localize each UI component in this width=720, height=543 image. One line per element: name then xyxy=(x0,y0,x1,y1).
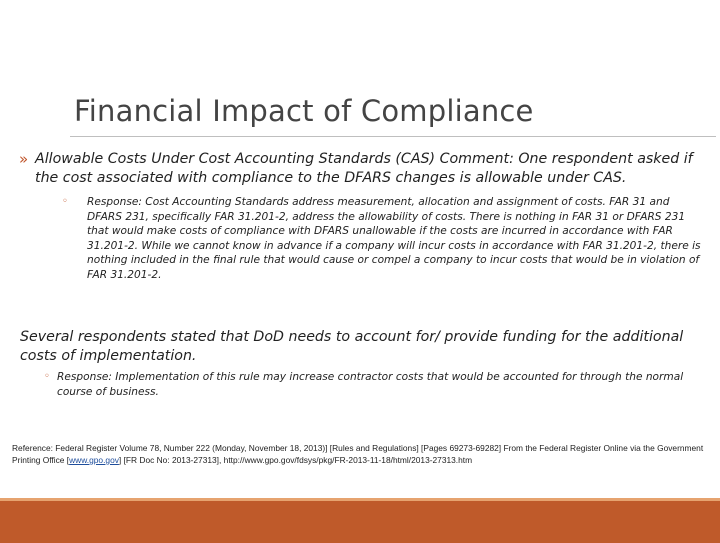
footer-bar xyxy=(0,498,720,543)
sub-bullet-cas-response-text: Response: Cost Accounting Standards address measurement, allocation and assignment of costs. FAR 31 and DFARS 231, specifically FAR 31.201-2, address the allowability of costs. There is nothing in FAR 31 or DFARS 231 that would make costs of compliance with DFARS unallowable if the costs are incurred in accordance with FAR 31.201-2. While we cannot know in advance if a company will incur costs in accordance with FAR 31.201-2, there is nothing included in the final rule that would cause or compel a company to incur costs that would be in violation of FAR 31.201-2. xyxy=(87,196,701,281)
title-divider xyxy=(70,136,716,137)
bullet-allowable-costs-text: Allowable Costs Under Cost Accounting Standards (CAS) Comment: One respondent asked if the cost associated with compliance to the DFARS changes is allowable under CAS. xyxy=(35,151,693,186)
reference-citation xyxy=(12,442,712,466)
paragraph-funding-comment: Several respondents stated that DoD needs to account for/ provide funding for the additional costs of implementation. xyxy=(20,329,684,364)
bullet-chevron-icon: » xyxy=(19,150,29,168)
reference-suffix: ] [FR Doc No: 2013-27313], http://www.gpo.gov/fdsys/pkg/FR-2013-11-18/html/2013-27313.htm xyxy=(118,455,473,465)
slide-title: Financial Impact of Compliance xyxy=(74,94,534,128)
sub-bullet-cas-response xyxy=(62,195,704,283)
sub-bullet-circle-icon: ◦ xyxy=(62,196,68,207)
sub-bullet-circle-icon: ◦ xyxy=(44,371,50,382)
gpo-link[interactable]: www.gpo.gov xyxy=(69,455,119,465)
sub-bullet-funding-response xyxy=(44,370,704,399)
sub-bullet-funding-response-text: Response: Implementation of this rule may increase contractor costs that would be accounted for through the normal course of business. xyxy=(57,371,684,398)
reference-prefix: Reference: Federal Register Volume 78, Number 222 (Monday, November 18, 2013)] [Rules and Regulations] [Pages 69273-69282] From the Federal Register Online via the Government Printing Office [ xyxy=(12,443,704,465)
bullet-allowable-costs xyxy=(19,150,709,188)
